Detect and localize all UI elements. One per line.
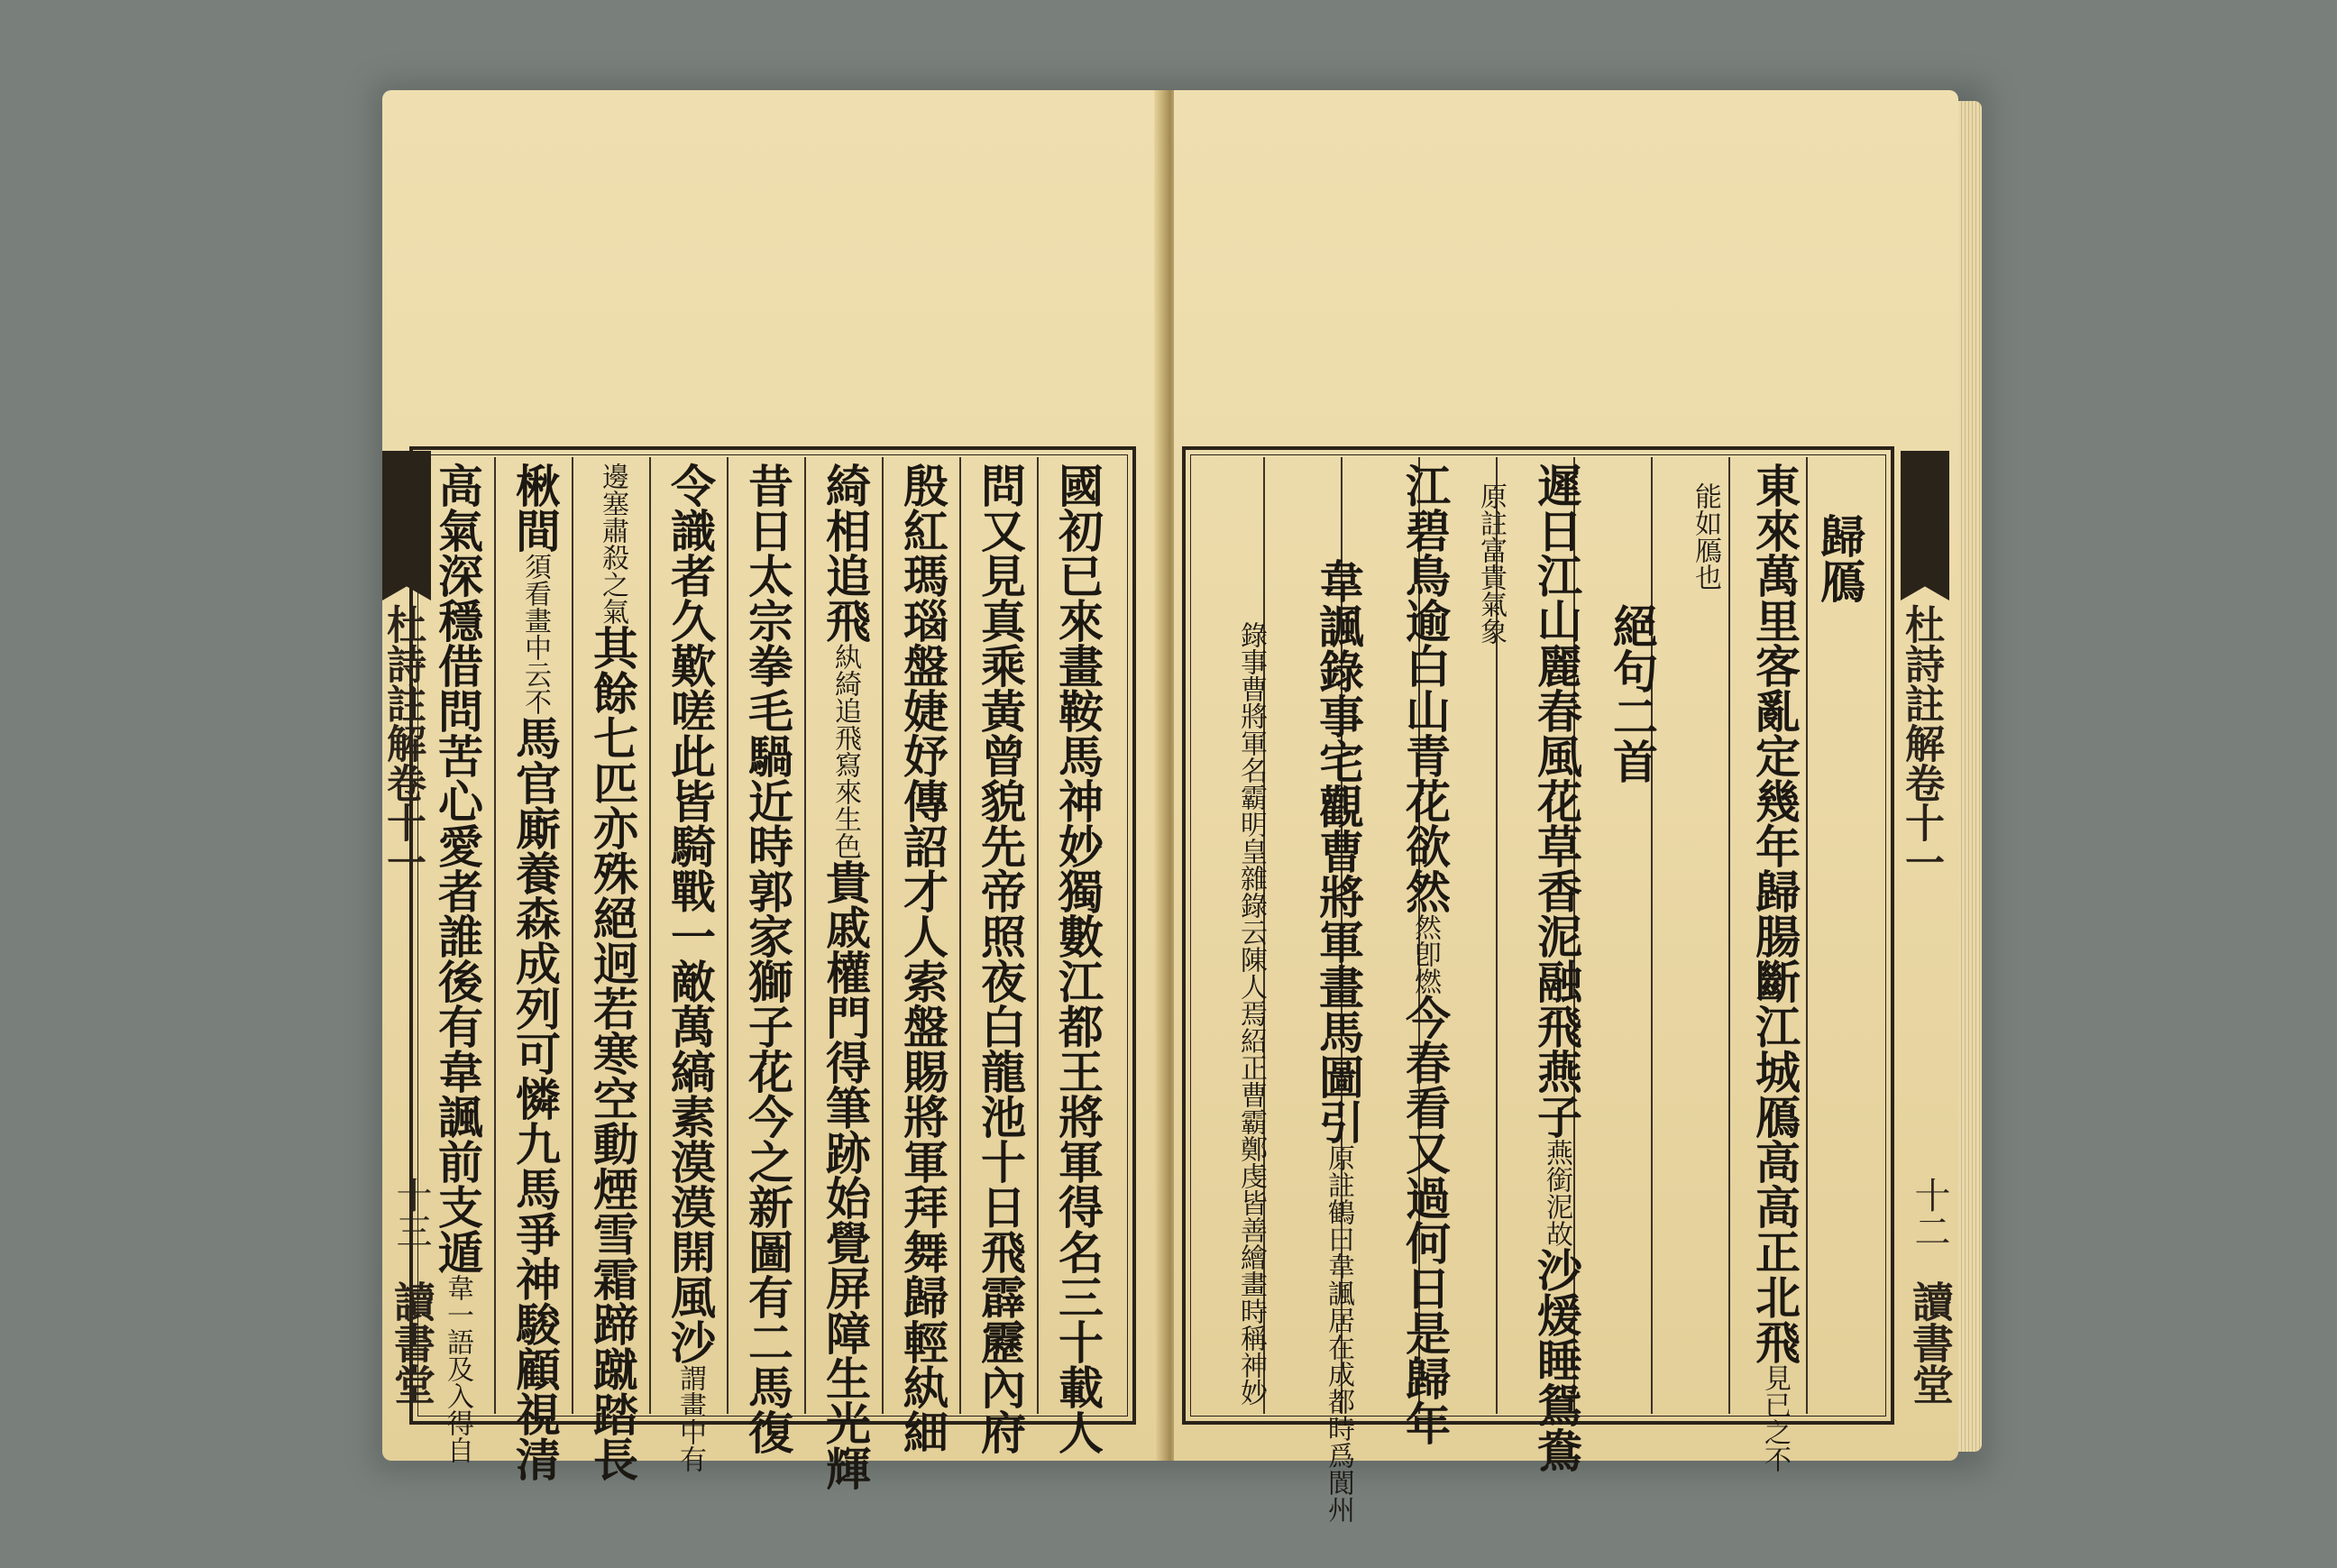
column-main-text: 馬官廝養森成列可憐九馬爭神駿顧視清 [509, 715, 562, 1481]
right-hall-name: 讀書堂 [1906, 1280, 1955, 1405]
column-annotation: 邊塞肅殺之氣 [597, 463, 628, 625]
text-column [1398, 463, 1452, 1445]
text-column: 問又見真乘黃曾貌先帝照夜白龍池十日飛霹靂內府 [974, 463, 1027, 1454]
column-main-text: 其餘七匹亦殊絕迥若寒空動煙雪霜蹄蹴踏長 [586, 625, 639, 1481]
text-column: 原註富貴氣象 [1475, 482, 1507, 645]
left-leaf-number: 十三 [390, 1177, 432, 1249]
column-main-text: 貴戚權門得筆跡始覺屏障生光輝 [819, 859, 872, 1490]
right-page [1174, 90, 1958, 1523]
left-page [380, 90, 1163, 1490]
text-column: 國初已來畫鞍馬神妙獨數江都王將軍得名三十載人 [1051, 463, 1104, 1454]
column-main-text: 江碧鳥逾白山青花欲然 [1398, 463, 1452, 913]
text-column [1530, 463, 1583, 1472]
column-annotation: 見已之不 [1759, 1364, 1791, 1472]
text-column: 殷紅瑪瑙盤婕妤傳詔才人索盤賜將軍拜舞歸輕紈細 [896, 463, 949, 1454]
text-column [431, 463, 484, 1463]
column-main-text: 令識者久歎嗟此皆騎戰一敵萬縞素漠漠開風沙 [664, 463, 717, 1364]
column-main-text: 沙煖睡鴛鴦 [1530, 1247, 1583, 1472]
column-main-text: 東來萬里客亂定幾年歸腸斷江城鴈高高正北飛 [1748, 463, 1801, 1364]
poem-title: 歸鴈 [1813, 513, 1866, 603]
text-column: 昔日太宗拳毛騧近時郭家獅子花今之新圖有二馬復 [741, 463, 794, 1454]
right-text-frame [1182, 446, 1894, 1523]
left-margin-title: 杜詩註解卷十一 [380, 604, 426, 882]
column-annotation: 然卽燃 [1409, 913, 1441, 995]
text-column [1748, 463, 1801, 1472]
fishtail-mark [1901, 577, 1949, 601]
right-margin-title: 杜詩註解卷十一 [1898, 604, 1944, 882]
text-column [664, 463, 717, 1472]
text-column [819, 463, 872, 1490]
column-main-text: 遲日江山麗春風花草香泥融飛燕子 [1530, 463, 1583, 1139]
column-main-text: 韋諷錄事宅觀曹將軍畫馬圖引 [1312, 558, 1365, 1144]
text-column: 錄事曹將軍名霸明皇雜錄云陳人焉紹正曹霸鄭虔皆善繪畫時稱神妙 [1235, 621, 1267, 1406]
column-main-text: 今春看又過何日是歸年 [1398, 995, 1452, 1445]
text-column [509, 463, 562, 1481]
column-annotation: 紈綺追飛寫來生色 [829, 643, 861, 859]
left-text-frame [409, 446, 1136, 1490]
column-main-text: 高氣深穩借問苦心愛者誰後有韋諷前支遁 [431, 463, 484, 1274]
text-column [586, 463, 639, 1481]
column-annotation: 謂畫中有 [674, 1364, 706, 1472]
column-annotation: 原註鶴曰韋諷居在成都時爲閬州 [1323, 1144, 1354, 1523]
column-main-text: 綺相追飛 [819, 463, 872, 643]
column-annotation: 燕銜泥故 [1541, 1139, 1572, 1247]
black-fishtail-bar [1901, 451, 1949, 577]
poem-title: 絕句二首 [1606, 603, 1659, 784]
column-annotation: 須看畫中云不 [519, 553, 551, 715]
right-margin-strip [1898, 577, 1955, 1434]
column-main-text: 楸間 [509, 463, 562, 553]
right-leaf-number: 十二 [1909, 1177, 1950, 1249]
book-page-edges [1958, 101, 1982, 1452]
text-column [1312, 558, 1365, 1523]
text-column: 能如鴈也 [1690, 482, 1721, 591]
column-annotation: 韋一語及入得自 [442, 1274, 473, 1463]
left-hall-name: 讀書堂 [388, 1280, 436, 1405]
